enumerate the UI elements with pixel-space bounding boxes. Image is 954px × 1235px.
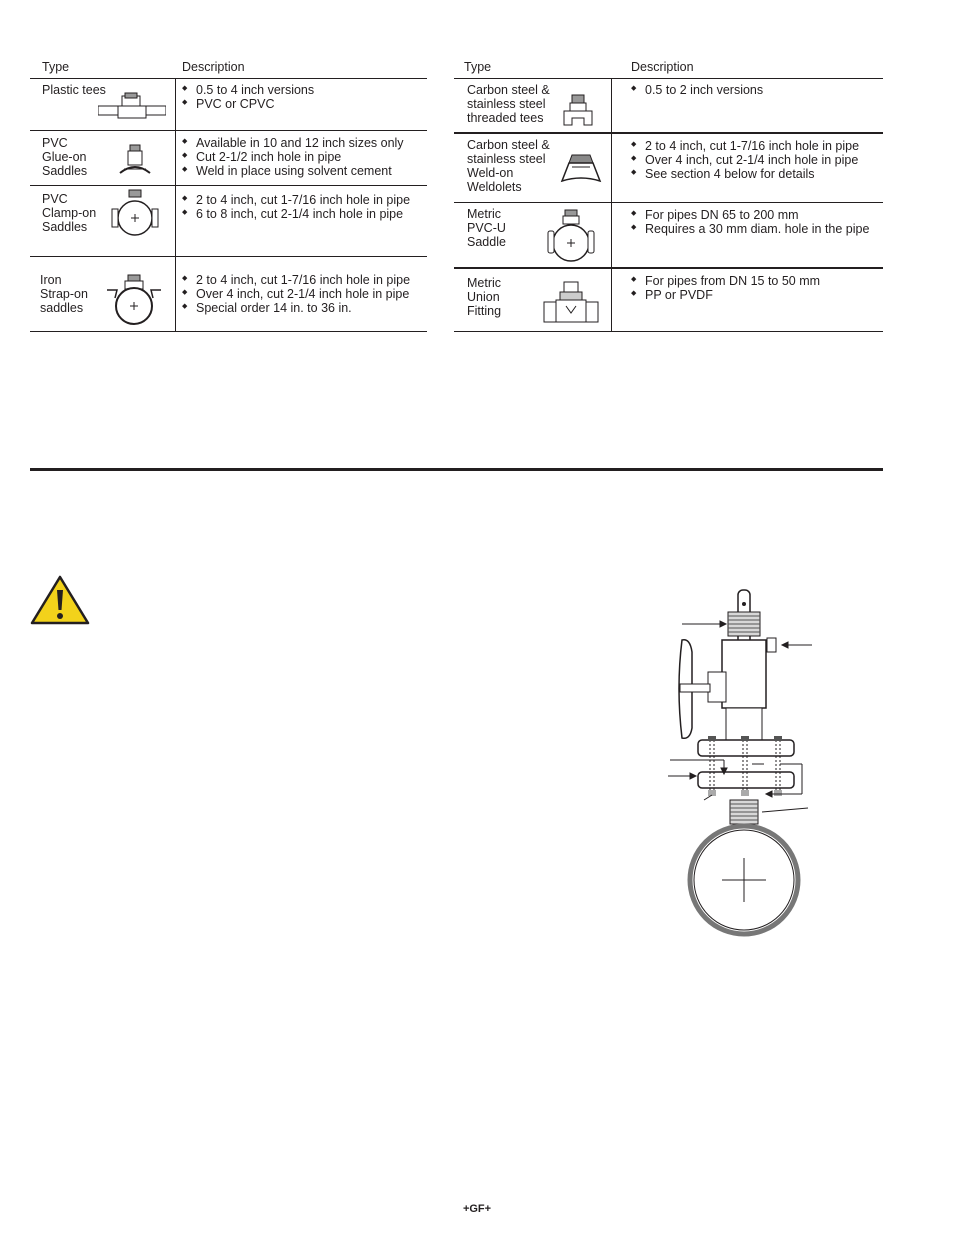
plastic-tee-icon [98,92,166,122]
description-item: ◆ Cut 2-1/2 inch hole in pipe [182,150,404,164]
description-header: Description [631,60,694,74]
fitting-table-right [454,59,883,331]
table-row [454,134,883,203]
table-row [454,269,883,332]
description-item: ◆ Over 4 inch, cut 2-1/4 inch hole in pipe [631,153,859,167]
weldolet-icon [560,153,602,187]
table-row [454,78,883,134]
description-list [182,193,410,221]
clamp-on-saddle-icon [110,189,160,239]
type-label: PVC Clamp-on Saddles [42,192,97,234]
table-row [454,203,883,269]
warning-icon [30,575,90,625]
type-label: Iron Strap-on saddles [40,273,88,315]
description-item: ◆ Special order 14 in. to 36 in. [182,301,410,315]
table-header [454,59,883,79]
union-fitting-icon [542,281,600,327]
table-row [30,186,427,257]
threaded-tee-icon [562,94,594,126]
type-label: Metric Union Fitting [467,276,502,318]
description-item: ◆ See section 4 below for details [631,167,859,181]
type-label: Plastic tees [42,83,106,97]
description-item: ◆ For pipes from DN 15 to 50 mm [631,274,820,288]
description-item: ◆ PVC or CPVC [182,97,314,111]
installation-diagram [640,588,820,938]
description-list [182,273,410,315]
type-header: Type [42,60,70,74]
description-item: ◆ 2 to 4 inch, cut 1-7/16 inch hole in pipe [631,139,859,153]
section-divider [30,468,883,471]
description-header: Description [182,60,245,74]
type-label: PVC Glue-on Saddles [42,136,88,178]
description-item: ◆ 6 to 8 inch, cut 2-1/4 inch hole in pipe [182,207,410,221]
description-list [631,208,869,236]
description-item: ◆ Available in 10 and 12 inch sizes only [182,136,404,150]
description-item: ◆ Over 4 inch, cut 2-1/4 inch hole in pipe [182,287,410,301]
type-label: Metric PVC-U Saddle [467,207,506,249]
fitting-table-left [30,59,427,331]
description-list [182,136,404,178]
table-row [30,78,427,131]
description-item: ◆ For pipes DN 65 to 200 mm [631,208,869,222]
description-item: ◆ Requires a 30 mm diam. hole in the pipe [631,222,869,236]
type-label: Carbon steel & stainless steel threaded tees [467,83,550,125]
strap-on-saddle-icon [105,274,163,330]
type-label: Carbon steel & stainless steel Weld-on Weldolets [467,138,550,194]
description-item: ◆ 0.5 to 4 inch versions [182,83,314,97]
description-item: ◆ 2 to 4 inch, cut 1-7/16 inch hole in pipe [182,193,410,207]
pvc-u-saddle-icon [547,209,595,263]
table-header [30,59,427,79]
glue-on-saddle-icon [118,143,152,179]
description-list [631,83,763,97]
gf-logo: +GF+ [462,1203,492,1215]
description-list [631,274,820,302]
description-list [631,139,859,181]
description-item: ◆ 2 to 4 inch, cut 1-7/16 inch hole in pipe [182,273,410,287]
description-item: ◆ Weld in place using solvent cement [182,164,404,178]
description-item: ◆ 0.5 to 2 inch versions [631,83,763,97]
table-row [30,131,427,186]
type-header: Type [464,60,492,74]
description-list [182,83,314,111]
description-item: ◆ PP or PVDF [631,288,820,302]
table-row [30,257,427,331]
